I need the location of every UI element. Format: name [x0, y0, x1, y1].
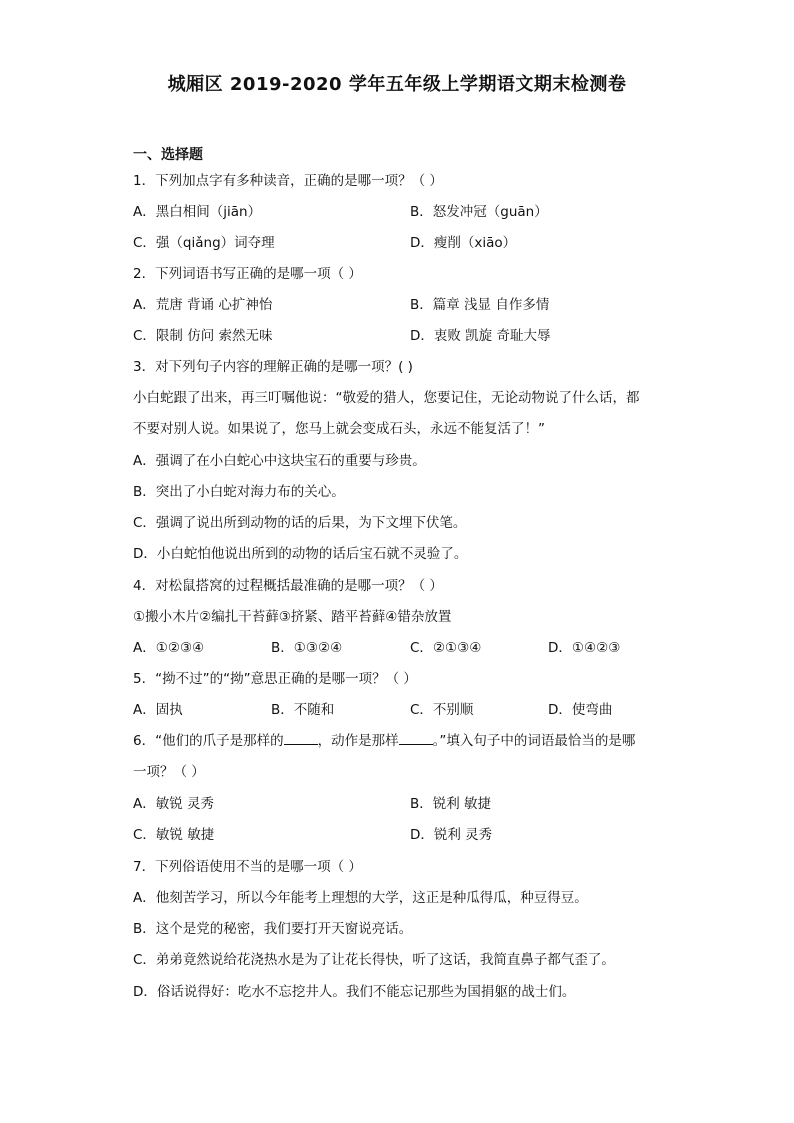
q5-option-b: B．不随和: [271, 702, 335, 718]
q6-option-a: A．敏锐 灵秀: [133, 796, 215, 812]
q7-stem: 7．下列俗语使用不当的是哪一项（ ）: [133, 859, 362, 875]
q5-stem: 5．“拗不过”的“拗”意思正确的是哪一项？（ ）: [133, 671, 417, 687]
q3-passage-line-1: 小白蛇跟了出来，再三叮嘱他说：“敬爱的猎人，您要记住，无论动物说了什么话，都: [133, 390, 640, 406]
q1-option-c: C．强（qiǎng）词夺理: [133, 235, 275, 251]
q2-option-d: D．衷败 凯旋 奇耻大辱: [410, 328, 551, 344]
q4-stem: 4．对松鼠搭窝的过程概括最准确的是哪一项？（ ）: [133, 578, 443, 594]
q6-stem-continuation: 一项？（ ）: [133, 764, 205, 780]
q7-option-d: D．俗话说得好：吃水不忘挖井人。我们不能忘记那些为国捐躯的战士们。: [133, 984, 576, 1000]
q5-option-a: A．固执: [133, 702, 183, 718]
q3-passage-line-2: 不要对别人说。如果说了，您马上就会变成石头，永远不能复活了！”: [133, 421, 545, 437]
q1-stem: 1．下列加点字有多种读音，正确的是哪一项？（ ）: [133, 173, 443, 189]
q1-option-b: B．怒发冲冠（guān）: [410, 204, 548, 220]
q6-blank-2: [399, 732, 433, 745]
section-heading: 一、选择题: [133, 147, 203, 163]
q5-option-c: C．不别顺: [410, 702, 474, 718]
q6-stem-part-3: 。”填入句子中的词语最恰当的是哪: [432, 733, 636, 749]
q2-stem: 2．下列词语书写正确的是哪一项（ ）: [133, 266, 362, 282]
q4-option-c: C．②①③④: [410, 640, 482, 656]
q6-stem-part-2: ，动作是那样: [317, 733, 399, 749]
q3-option-d: D．小白蛇怕他说出所到的动物的话后宝石就不灵验了。: [133, 546, 468, 562]
q3-option-a: A．强调了在小白蛇心中这块宝石的重要与珍贵。: [133, 453, 426, 469]
q2-option-b: B．篇章 浅显 自作多情: [410, 297, 550, 313]
q6-stem: [133, 731, 635, 751]
q3-option-b: B．突出了小白蛇对海力布的关心。: [133, 484, 345, 500]
q5-option-d: D．使弯曲: [548, 702, 613, 718]
q7-option-c: C．弟弟竟然说给花浇热水是为了让花长得快，听了这话，我简直鼻子都气歪了。: [133, 952, 615, 968]
q3-option-c: C．强调了说出所到动物的话的后果，为下文埋下伏笔。: [133, 515, 467, 531]
q4-steps: ①搬小木片②编扎干苔藓③挤紧、踏平苔藓④错杂放置: [133, 609, 452, 625]
q4-option-b: B．①③②④: [271, 640, 343, 656]
q7-option-a: A．他刻苦学习，所以今年能考上理想的大学，这正是种瓜得瓜，种豆得豆。: [133, 890, 588, 906]
q6-option-b: B．锐利 敏捷: [410, 796, 492, 812]
q2-option-a: A．荒唐 背诵 心扩神怡: [133, 297, 273, 313]
page-title: 城厢区 2019-2020 学年五年级上学期语文期末检测卷: [167, 74, 627, 95]
q6-option-c: C．敏锐 敏捷: [133, 827, 215, 843]
q1-option-d: D．瘦削（xiāo）: [410, 235, 517, 251]
q2-option-c: C．限制 仿问 索然无味: [133, 328, 273, 344]
q6-stem-part-1: 6．“他们的爪子是那样的: [133, 733, 284, 749]
q6-blank-1: [284, 732, 318, 745]
q4-option-a: A．①②③④: [133, 640, 205, 656]
q1-option-a: A．黑白相间（jiān）: [133, 204, 262, 220]
q7-option-b: B．这个是党的秘密，我们要打开天窗说亮话。: [133, 921, 413, 937]
q6-option-d: D．锐利 灵秀: [410, 827, 493, 843]
q3-stem: 3．对下列句子内容的理解正确的是哪一项？( ): [133, 359, 413, 375]
q4-option-d: D．①④②③: [548, 640, 621, 656]
